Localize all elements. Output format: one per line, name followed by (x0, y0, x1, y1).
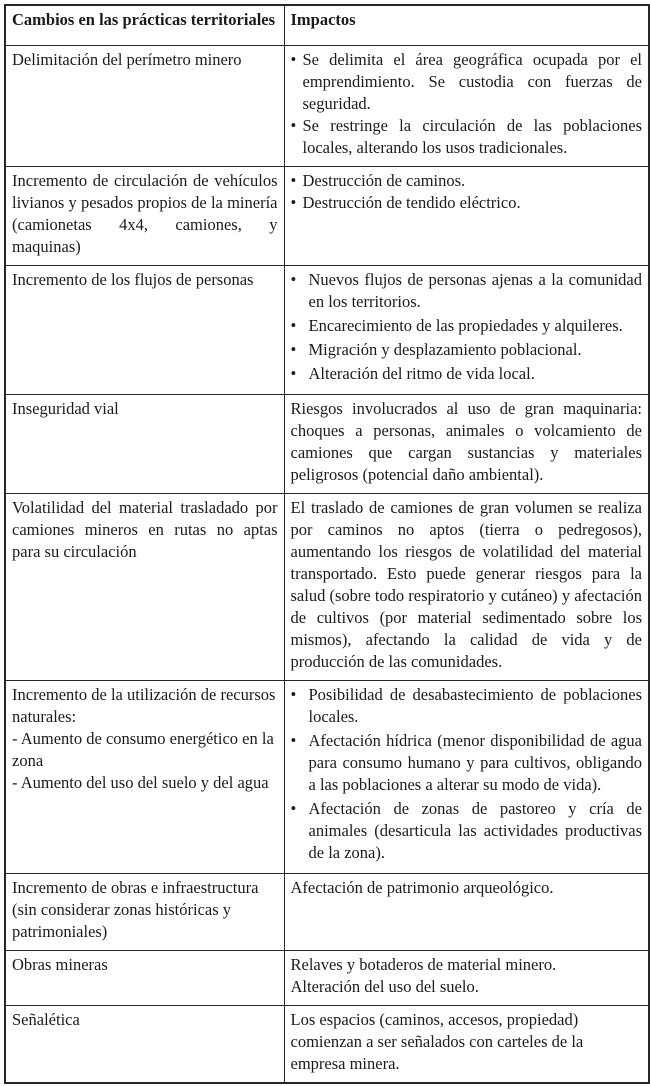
impact-text: Posibilidad de desabastecimiento de poblaciones locales. (308, 685, 642, 726)
change-line: Obras mineras (12, 955, 108, 974)
header-cell-change: Cambios en las prácticas territoriales (5, 5, 284, 46)
impacts-cell (284, 266, 649, 395)
bullet-icon: • (290, 731, 297, 750)
impact-text: Riesgos involucrados al uso de gran maquinaria: choques a personas, animales o volcamiento de camiones que cargan sustancias y materiales peligrosos (potencial daño ambiental). (290, 399, 642, 484)
impact-text: Relaves y botaderos de material minero. (290, 955, 557, 974)
impact-bullet-item (291, 192, 643, 214)
change-cell (5, 46, 284, 167)
change-cell (5, 951, 284, 1006)
impact-bullet-item (291, 269, 643, 313)
change-cell (5, 266, 284, 395)
table-row (5, 266, 649, 395)
impact-bullet-item (291, 798, 643, 864)
impact-bullet-item (291, 170, 643, 192)
change-line: Delimitación del perímetro minero (12, 50, 242, 69)
impact-text: Afectación de patrimonio arqueológico. (290, 878, 554, 897)
impact-text: Nuevos flujos de personas ajenas a la comunidad en los territorios. (308, 270, 642, 311)
impact-text: Alteración del uso del suelo. (290, 977, 479, 996)
impact-text: Destrucción de caminos. (302, 171, 466, 190)
change-cell (5, 681, 284, 874)
impact-text: Se restringe la circulación de las poblaciones locales, alterando los usos tradicionales. (302, 116, 642, 157)
impact-bullet-item (291, 363, 643, 385)
change-cell (5, 1006, 284, 1084)
impact-text: Los espacios (caminos, accesos, propiedad) comienzan a ser señalados con carteles de la empresa minera. (290, 1010, 584, 1073)
impact-paragraph (291, 398, 643, 486)
impacts-cell (284, 395, 649, 494)
impacts-cell (284, 494, 649, 681)
impact-text: Destrucción de tendido eléctrico. (302, 193, 521, 212)
change-line: Incremento de los flujos de personas (12, 270, 254, 289)
change-line: Incremento de la utilización de recursos naturales: (12, 685, 276, 726)
bullet-icon: • (290, 364, 297, 383)
bullet-icon: • (290, 50, 297, 69)
impacts-cell (284, 874, 649, 951)
impact-bullet-item (291, 339, 643, 361)
impact-bullet-item (291, 684, 643, 728)
change-cell (5, 395, 284, 494)
impacts-cell (284, 681, 649, 874)
bullet-icon: • (290, 685, 297, 704)
impact-paragraph (291, 1009, 643, 1075)
change-line: Incremento de circulación de vehículos livianos y pesados propios de la minería (camionetas 4x4, camiones, y maquinas) (12, 171, 278, 256)
change-line: - Aumento de consumo energético en la zona (12, 729, 274, 770)
impacts-cell (284, 167, 649, 266)
header-row (5, 5, 649, 46)
change-cell (5, 494, 284, 681)
impact-text: Afectación de zonas de pastoreo y cría de animales (desarticula las actividades productivas de la zona). (308, 799, 642, 862)
bullet-icon: • (290, 270, 297, 289)
table-body (5, 46, 649, 1084)
impact-bullet-item (291, 315, 643, 337)
impacts-table (4, 4, 650, 1084)
table-row (5, 46, 649, 167)
impact-paragraph (291, 976, 643, 998)
table-row (5, 395, 649, 494)
bullet-icon: • (290, 799, 297, 818)
table-row (5, 874, 649, 951)
change-cell (5, 874, 284, 951)
impact-bullet-item (291, 49, 643, 115)
impact-text: Migración y desplazamiento poblacional. (308, 340, 582, 359)
impact-bullet-item (291, 115, 643, 159)
impact-text: Alteración del ritmo de vida local. (308, 364, 535, 383)
bullet-icon: • (290, 193, 297, 212)
impacts-cell (284, 951, 649, 1006)
impacts-cell (284, 1006, 649, 1084)
impact-bullet-item (291, 730, 643, 796)
impacts-cell (284, 46, 649, 167)
bullet-icon: • (290, 316, 297, 335)
table-row (5, 681, 649, 874)
impact-paragraph (291, 497, 643, 673)
table-row (5, 167, 649, 266)
change-line: Incremento de obras e infraestructura (sin considerar zonas históricas y patrimoniales) (12, 878, 259, 941)
bullet-icon: • (290, 340, 297, 359)
table-row (5, 951, 649, 1006)
impact-paragraph (291, 877, 643, 899)
bullet-icon: • (290, 116, 297, 135)
table-header (5, 5, 649, 46)
change-line: - Aumento del uso del suelo y del agua (12, 773, 269, 792)
change-cell (5, 167, 284, 266)
impact-text: Se delimita el área geográfica ocupada por el emprendimiento. Se custodia con fuerzas de seguridad. (302, 50, 642, 113)
bullet-icon: • (290, 171, 297, 190)
impact-text: El traslado de camiones de gran volumen se realiza por caminos no aptos (tierra o pedregosos), aumentando los riesgos de volatilidad del material transportado. Esto puede generar riesgos para la salud (sobre todo respiratorio y cutáneo) y afectación de cultivos (por material sedimentado sobre los mismos), afectando la calidad de vida y de producción de las comunidades. (290, 498, 642, 671)
table-row (5, 1006, 649, 1084)
table-row (5, 494, 649, 681)
change-line: Volatilidad del material trasladado por camiones mineros en rutas no aptas para su circulación (12, 498, 278, 561)
impact-paragraph (291, 954, 643, 976)
change-line: Señalética (12, 1010, 80, 1029)
change-line: Inseguridad vial (12, 399, 119, 418)
header-cell-impacts: Impactos (284, 5, 649, 46)
impact-text: Encarecimiento de las propiedades y alquileres. (308, 316, 623, 335)
impact-text: Afectación hídrica (menor disponibilidad de agua para consumo humano y para cultivos, obligando a las poblaciones a alterar su modo de vida). (308, 731, 642, 794)
